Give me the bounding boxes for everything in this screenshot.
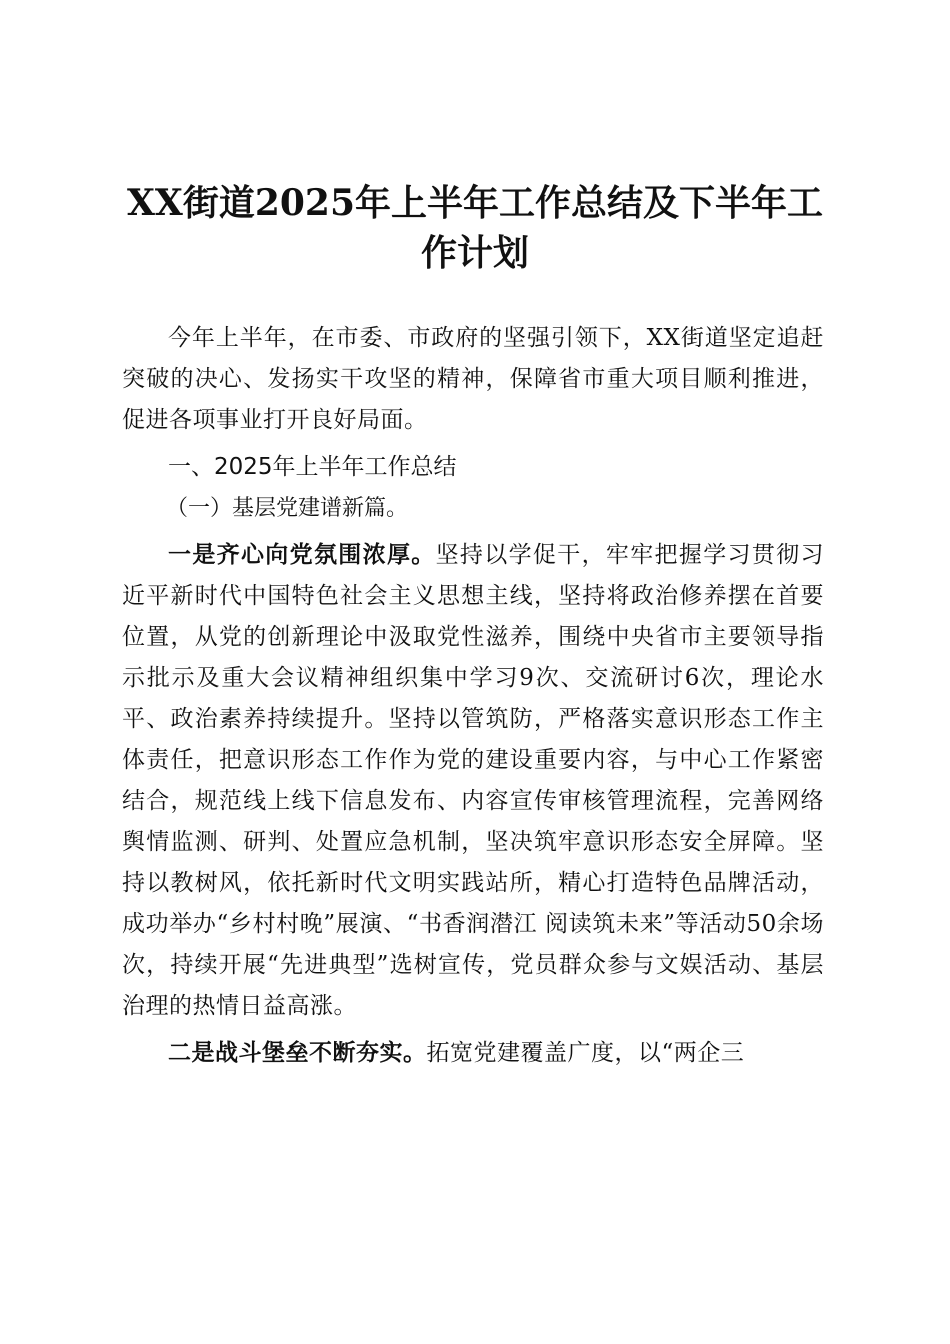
point-one-paragraph (122, 535, 824, 1027)
intro-paragraph: 今年上半年，在市委、市政府的坚强引领下，XX街道坚定追赶突破的决心、发扬实干攻坚的精神，保障省市重大项目顺利推进，促进各项事业打开良好局面。 (122, 325, 824, 433)
point-two-text: 拓宽党建覆盖广度，以“两企三 (426, 1040, 745, 1066)
subsection-heading: （一）基层党建谱新篇。 (166, 496, 409, 521)
point-one-lead: 一是齐心向党氛围浓厚。 (168, 542, 436, 568)
point-one-text: 坚持以学促干，牢牢把握学习贯彻习近平新时代中国特色社会主义思想主线，坚持将政治修养摆在首要位置，从党的创新理论中汲取党性滋养，围绕中央省市主要领导指示批示及重大会议精神组织集中学习9次、交流研讨6次，理论水平、政治素养持续提升。坚持以管筑防，严格落实意识形态工作主体责任，把意识形态工作作为党的建设重要内容，与中心工作紧密结合，规范线上线下信息发布、内容宣传审核管理流程，完善网络舆情监测、研判、处置应急机制，坚决筑牢意识形态安全屏障。坚持以教树风，依托新时代文明实践站所，精心打造特色品牌活动，成功举办“乡村村晚”展演、“书香润潜江 阅读筑未来”等活动50余场次，持续开展“先进典型”选树宣传，党员群众参与文娱活动、基层治理的热情日益高涨。 (122, 542, 825, 1019)
point-two-lead: 二是战斗堡垒不断夯实。 (168, 1040, 427, 1066)
document-title: XX街道2025年上半年工作总结及下半年工作计划 (126, 182, 824, 274)
point-two-paragraph (122, 1033, 824, 1074)
section-heading: 一、2025年上半年工作总结 (168, 454, 457, 480)
document-body (122, 318, 824, 1080)
